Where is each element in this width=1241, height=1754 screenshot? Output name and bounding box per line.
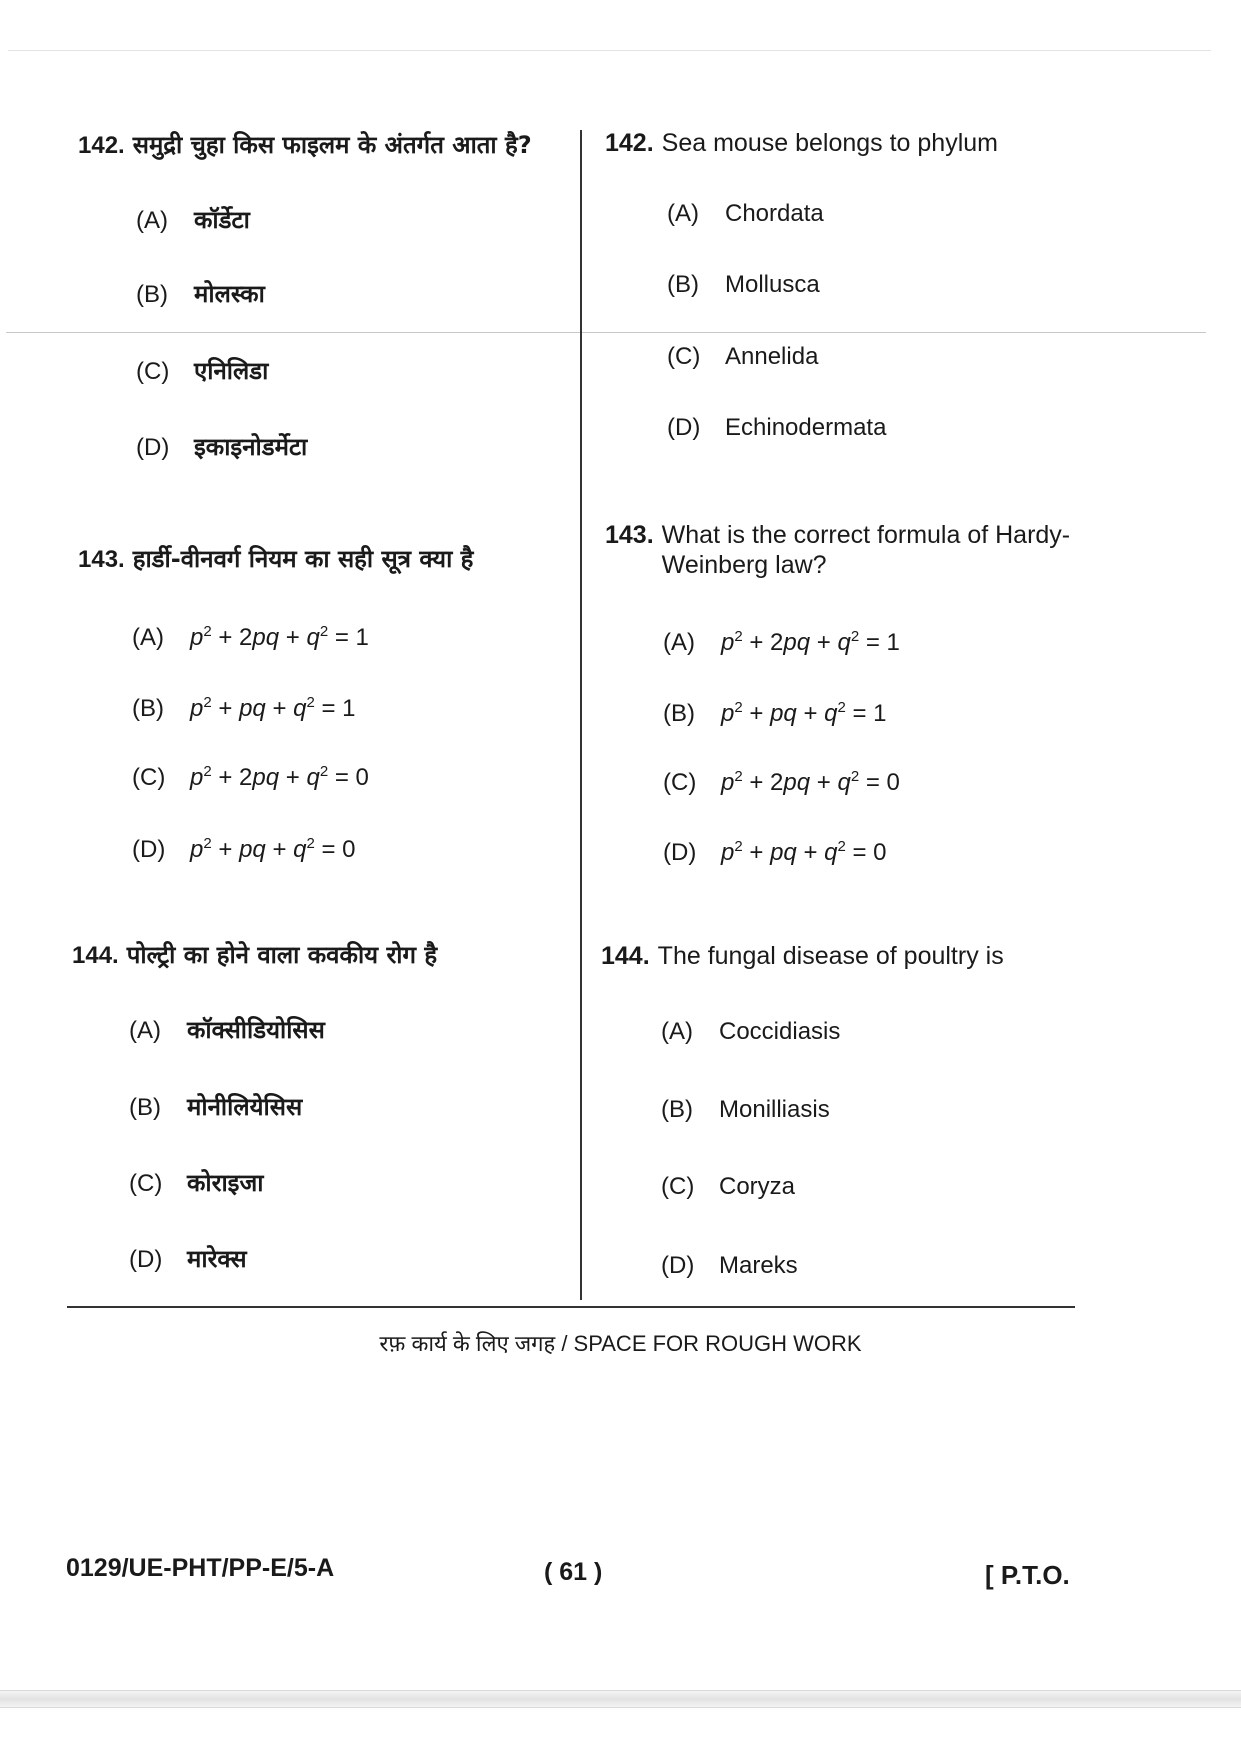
- question-143-hindi: [78, 544, 473, 575]
- question-number: 142.: [605, 129, 654, 157]
- question-text: हार्डी-वीनवर्ग नियम का सही सूत्र क्या है: [132, 545, 474, 573]
- question-143-english: [605, 520, 1070, 580]
- question-142-english: [605, 128, 998, 158]
- option-b: (B) $p^2$ + pq + $q^2 = 1$: [132, 694, 356, 722]
- rough-work-rule: [67, 1306, 1075, 1308]
- formula: $p^2$ + pq + $q^2 = 0$: [190, 835, 356, 863]
- option-a: (A) कॉर्डेटा: [136, 206, 250, 234]
- rough-work-label: रफ़ कार्य के लिए जगह / SPACE FOR ROUGH WORK: [379, 1331, 862, 1356]
- option-b: (B) $p^2$ + pq + $q^2 = 1$: [663, 699, 887, 727]
- option-c: (C) एनिलिडा: [136, 357, 269, 385]
- formula: $p^2$ + pq + $q^2 = 0$: [721, 838, 887, 866]
- column-divider: [580, 130, 582, 1300]
- option-b: (B) मोनीलियेसिस: [129, 1093, 303, 1121]
- formula: $p^2$ + pq + $q^2 = 1$: [721, 699, 887, 727]
- question-144-hindi: [72, 940, 437, 971]
- page-number: ( 61 ): [544, 1558, 603, 1586]
- option-d: (D) $p^2$ + pq + $q^2 = 0$: [132, 835, 356, 863]
- formula: $p^2 + 2pq + q^2 = 1$: [190, 623, 369, 651]
- option-b: (B) Monilliasis: [661, 1096, 830, 1123]
- question-text: समुद्री चुहा किस फाइलम के अंतर्गत आता है?: [132, 131, 532, 159]
- option-c: (C) कोराइजा: [129, 1169, 264, 1197]
- option-a: (A) Coccidiasis: [661, 1018, 841, 1045]
- question-142-hindi: [78, 130, 532, 161]
- option-a: (A) $p^2 + 2pq + q^2 = 1$: [132, 623, 369, 651]
- option-d: (D) Mareks: [661, 1252, 798, 1279]
- question-text: पोल्ट्री का होने वाला कवकीय रोग है: [126, 941, 438, 969]
- option-d: (D) मारेक्स: [129, 1245, 247, 1273]
- pto-label: [ P.T.O.: [985, 1560, 1070, 1590]
- scan-bottom-band: [0, 1690, 1241, 1708]
- formula: $p^2$ + pq + $q^2 = 1$: [190, 694, 356, 722]
- formula: $p^2 + 2pq + q^2 = 1$: [721, 628, 900, 656]
- option-c: (C) $p^2 + 2pq + q^2 = 0$: [663, 768, 900, 796]
- formula: $p^2 + 2pq + q^2 = 0$: [190, 763, 369, 791]
- option-a: (A) Chordata: [667, 200, 824, 227]
- question-text: The fungal disease of poultry is: [657, 942, 1004, 970]
- option-c: (C) Coryza: [661, 1173, 796, 1200]
- question-number: 144.: [72, 942, 119, 969]
- question-text-line-2: Weinberg law?: [661, 551, 827, 579]
- scan-fold-line: [6, 332, 1206, 333]
- question-number: 142.: [78, 132, 125, 159]
- option-d: (D) $p^2$ + pq + $q^2 = 0$: [663, 838, 887, 866]
- option-b: (B) Mollusca: [667, 271, 820, 298]
- page-edge: [8, 50, 1211, 51]
- formula: $p^2 + 2pq + q^2 = 0$: [721, 768, 900, 796]
- question-number: 143.: [78, 546, 125, 573]
- question-number: 144.: [601, 942, 650, 970]
- option-d: (D) Echinodermata: [667, 414, 887, 441]
- question-text-line-1: What is the correct formula of Hardy-: [661, 521, 1071, 549]
- option-a: (A) $p^2 + 2pq + q^2 = 1$: [663, 628, 900, 656]
- question-144-english: [601, 941, 1004, 971]
- question-number: 143.: [605, 521, 654, 549]
- option-c: (C) $p^2 + 2pq + q^2 = 0$: [132, 763, 369, 791]
- option-d: (D) इकाइनोडर्मेटा: [136, 433, 308, 461]
- option-a: (A) कॉक्सीडियोसिस: [129, 1016, 325, 1044]
- option-b: (B) मोलस्का: [136, 280, 265, 308]
- paper-code: 0129/UE-PHT/PP-E/5-A: [66, 1554, 335, 1582]
- question-text: Sea mouse belongs to phylum: [661, 129, 998, 157]
- option-c: (C) Annelida: [667, 343, 819, 370]
